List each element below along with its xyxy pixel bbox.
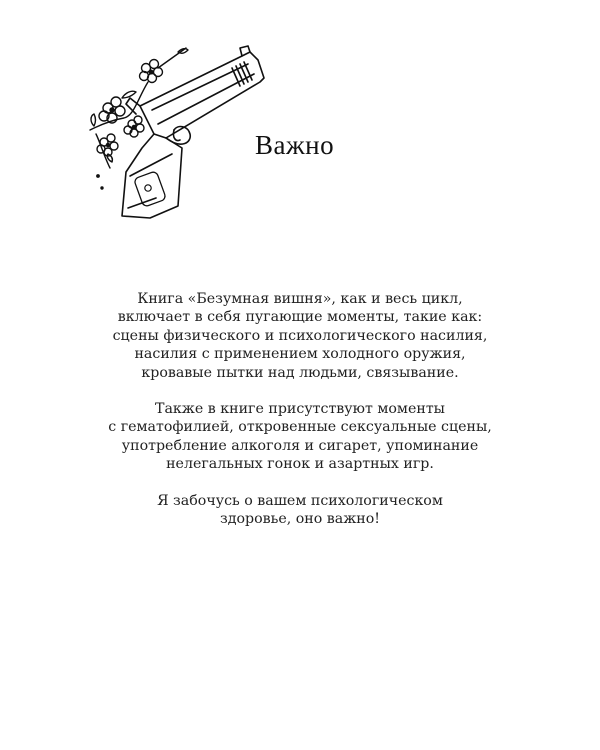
text-line: сцены физического и психологического насилия, bbox=[112, 327, 488, 344]
text-line: кровавые пытки над людьми, связывание. bbox=[141, 364, 459, 381]
text-line: Также в книге присутствуют моменты bbox=[155, 401, 445, 418]
text-line: употребление алкоголя и сигарет, упоминание bbox=[121, 437, 479, 454]
text-line: включает в себя пугающие моменты, такие как: bbox=[117, 309, 483, 326]
text-line: насилия с применением холодного оружия, bbox=[134, 346, 466, 363]
paragraph-additional-themes bbox=[60, 400, 540, 474]
text-line: с гематофилией, откровенные сексуальные сцены, bbox=[108, 419, 492, 436]
text-line: Книга «Безумная вишня», как и весь цикл, bbox=[137, 291, 463, 307]
text-line: нелегальных гонок и азартных игр. bbox=[166, 456, 434, 473]
pistol-with-cherry-blossoms-icon bbox=[82, 38, 282, 228]
page-title: Важно bbox=[255, 130, 335, 160]
warning-text bbox=[60, 290, 540, 546]
text-line: здоровье, оно важно! bbox=[219, 511, 380, 528]
paragraph-closing-note bbox=[60, 492, 540, 529]
text-line: Я забочусь о вашем психологическом bbox=[157, 492, 443, 509]
paragraph-content-warnings bbox=[60, 290, 540, 382]
